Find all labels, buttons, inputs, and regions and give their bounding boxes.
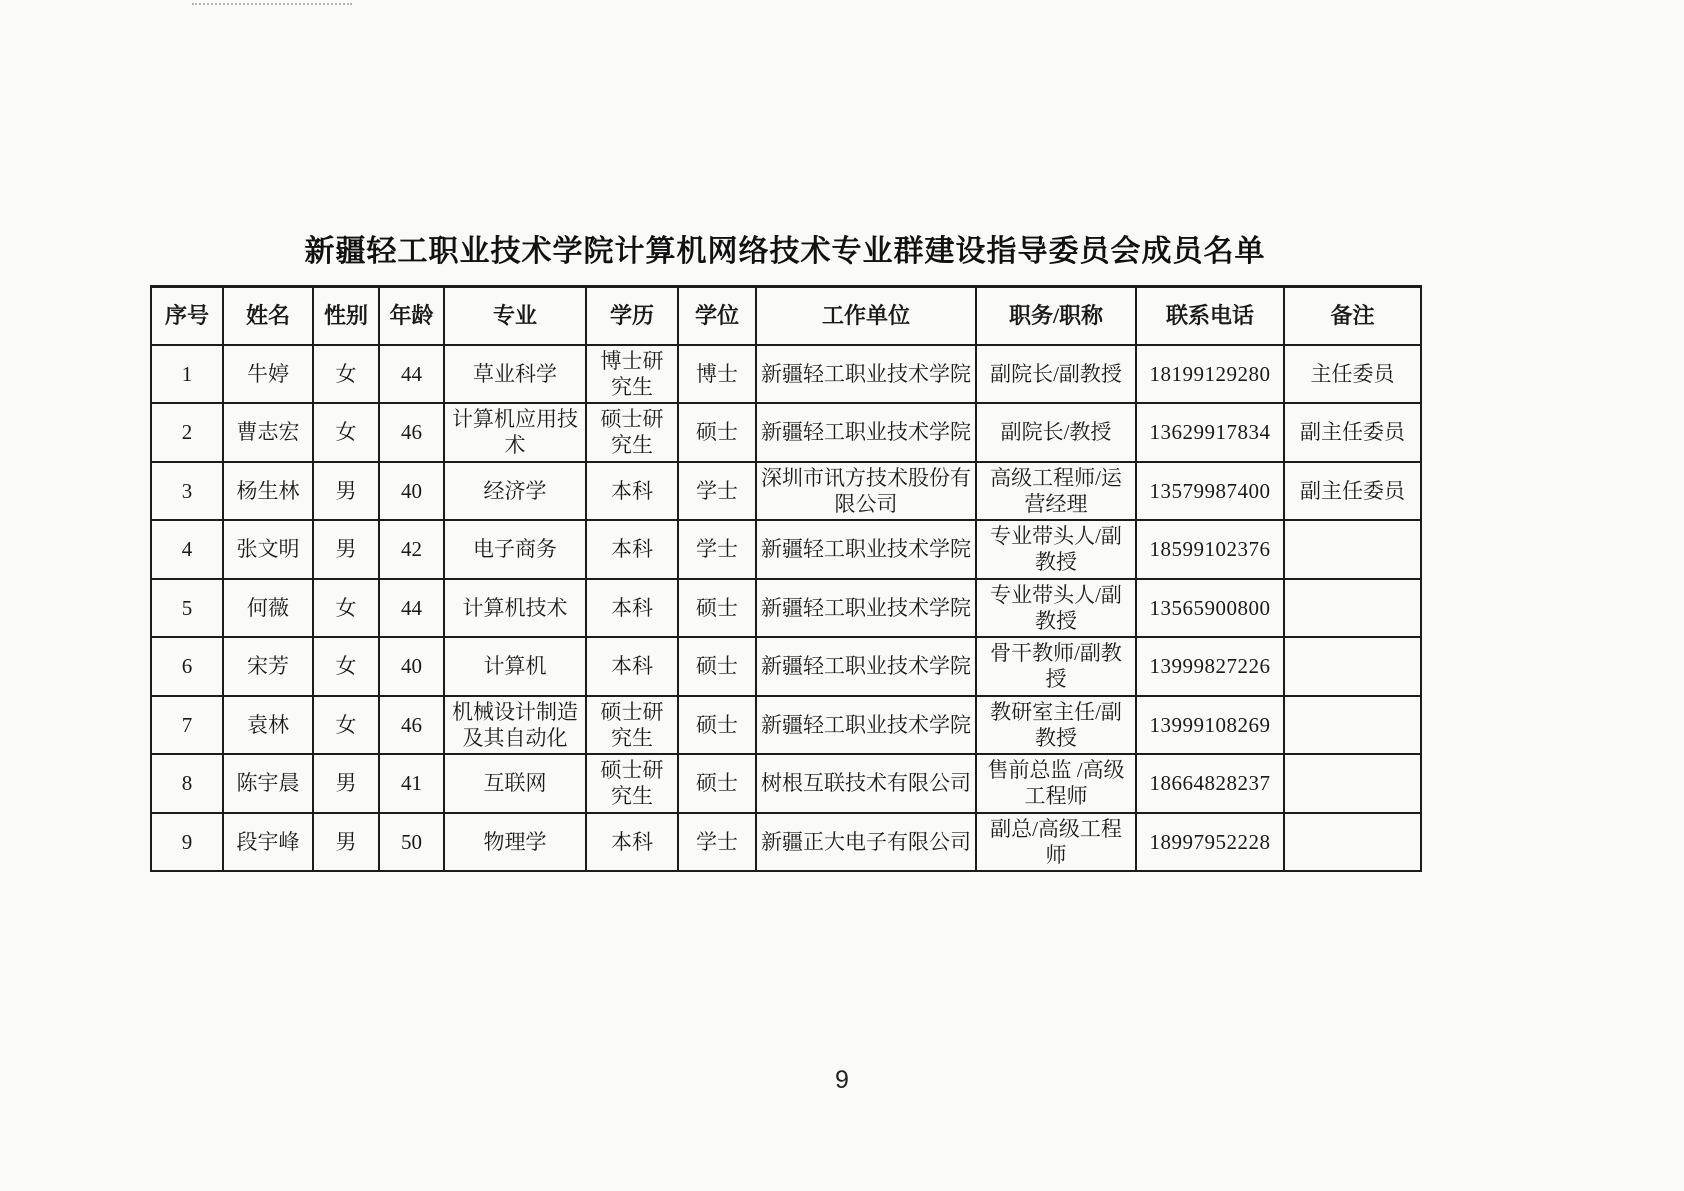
cell-age: 46: [379, 696, 444, 755]
cell-no: 5: [151, 579, 223, 638]
cell-major: 物理学: [444, 813, 586, 872]
cell-position: 副院长/副教授: [976, 345, 1136, 404]
cell-no: 4: [151, 520, 223, 579]
cell-remark: [1284, 754, 1421, 813]
cell-phone: 13629917834: [1136, 403, 1284, 462]
cell-no: 1: [151, 345, 223, 404]
cell-major: 计算机: [444, 637, 586, 696]
cell-degree: 硕士: [678, 579, 756, 638]
column-header-position: 职务/职称: [976, 287, 1136, 345]
cell-employer: 新疆轻工职业技术学院: [756, 403, 976, 462]
table-row: [151, 579, 1421, 638]
table-row: [151, 754, 1421, 813]
cell-major: 互联网: [444, 754, 586, 813]
cell-remark: [1284, 696, 1421, 755]
cell-degree: 硕士: [678, 754, 756, 813]
cell-major: 机械设计制造及其自动化: [444, 696, 586, 755]
cell-no: 3: [151, 462, 223, 521]
cell-major: 计算机应用技术: [444, 403, 586, 462]
scan-artifact: [192, 3, 352, 5]
cell-remark: 副主任委员: [1284, 462, 1421, 521]
cell-employer: 新疆轻工职业技术学院: [756, 579, 976, 638]
cell-remark: [1284, 813, 1421, 872]
column-header-phone: 联系电话: [1136, 287, 1284, 345]
cell-phone: 13565900800: [1136, 579, 1284, 638]
cell-age: 40: [379, 637, 444, 696]
cell-phone: 13999108269: [1136, 696, 1284, 755]
cell-age: 50: [379, 813, 444, 872]
cell-degree: 硕士: [678, 403, 756, 462]
table-row: [151, 813, 1421, 872]
table-row: [151, 520, 1421, 579]
cell-degree: 学士: [678, 462, 756, 521]
cell-remark: [1284, 579, 1421, 638]
cell-no: 9: [151, 813, 223, 872]
cell-position: 教研室主任/副教授: [976, 696, 1136, 755]
column-header-degree: 学位: [678, 287, 756, 345]
cell-position: 副总/高级工程师: [976, 813, 1136, 872]
cell-major: 电子商务: [444, 520, 586, 579]
cell-position: 专业带头人/副教授: [976, 579, 1136, 638]
cell-name: 段宇峰: [223, 813, 313, 872]
cell-no: 8: [151, 754, 223, 813]
table-row: [151, 345, 1421, 404]
cell-major: 草业科学: [444, 345, 586, 404]
cell-no: 2: [151, 403, 223, 462]
cell-education: 本科: [586, 462, 678, 521]
cell-position: 售前总监 /高级工程师: [976, 754, 1136, 813]
cell-education: 博士研究生: [586, 345, 678, 404]
table-row: [151, 403, 1421, 462]
cell-position: 高级工程师/运营经理: [976, 462, 1136, 521]
cell-education: 硕士研究生: [586, 754, 678, 813]
cell-name: 袁林: [223, 696, 313, 755]
cell-degree: 学士: [678, 813, 756, 872]
cell-education: 本科: [586, 637, 678, 696]
cell-gender: 男: [313, 462, 379, 521]
cell-remark: [1284, 637, 1421, 696]
page-number: 9: [835, 1066, 849, 1094]
cell-position: 专业带头人/副教授: [976, 520, 1136, 579]
cell-no: 6: [151, 637, 223, 696]
cell-name: 杨生林: [223, 462, 313, 521]
table-row: [151, 462, 1421, 521]
cell-education: 本科: [586, 579, 678, 638]
cell-employer: 新疆正大电子有限公司: [756, 813, 976, 872]
column-header-education: 学历: [586, 287, 678, 345]
cell-major: 经济学: [444, 462, 586, 521]
cell-education: 本科: [586, 813, 678, 872]
cell-employer: 新疆轻工职业技术学院: [756, 345, 976, 404]
cell-phone: 13999827226: [1136, 637, 1284, 696]
column-header-major: 专业: [444, 287, 586, 345]
cell-age: 46: [379, 403, 444, 462]
cell-education: 硕士研究生: [586, 403, 678, 462]
column-header-remark: 备注: [1284, 287, 1421, 345]
page-title: 新疆轻工职业技术学院计算机网络技术专业群建设指导委员会成员名单: [304, 235, 1266, 268]
cell-gender: 女: [313, 696, 379, 755]
cell-age: 42: [379, 520, 444, 579]
table-row: [151, 696, 1421, 755]
cell-education: 硕士研究生: [586, 696, 678, 755]
column-header-gender: 性别: [313, 287, 379, 345]
cell-employer: 树根互联技术有限公司: [756, 754, 976, 813]
cell-education: 本科: [586, 520, 678, 579]
cell-age: 41: [379, 754, 444, 813]
cell-gender: 男: [313, 520, 379, 579]
cell-gender: 女: [313, 637, 379, 696]
cell-remark: [1284, 520, 1421, 579]
cell-position: 副院长/教授: [976, 403, 1136, 462]
cell-employer: 新疆轻工职业技术学院: [756, 637, 976, 696]
cell-phone: 18199129280: [1136, 345, 1284, 404]
cell-gender: 男: [313, 754, 379, 813]
column-header-no: 序号: [151, 287, 223, 345]
cell-degree: 硕士: [678, 696, 756, 755]
cell-gender: 女: [313, 403, 379, 462]
cell-phone: 18997952228: [1136, 813, 1284, 872]
cell-age: 44: [379, 579, 444, 638]
cell-name: 何薇: [223, 579, 313, 638]
cell-gender: 女: [313, 345, 379, 404]
cell-remark: 主任委员: [1284, 345, 1421, 404]
cell-gender: 女: [313, 579, 379, 638]
cell-major: 计算机技术: [444, 579, 586, 638]
cell-gender: 男: [313, 813, 379, 872]
column-header-employer: 工作单位: [756, 287, 976, 345]
cell-employer: 新疆轻工职业技术学院: [756, 696, 976, 755]
cell-name: 牛婷: [223, 345, 313, 404]
committee-member-table: [150, 285, 1422, 872]
cell-name: 曹志宏: [223, 403, 313, 462]
cell-name: 陈宇晨: [223, 754, 313, 813]
cell-no: 7: [151, 696, 223, 755]
cell-phone: 18599102376: [1136, 520, 1284, 579]
cell-degree: 博士: [678, 345, 756, 404]
cell-phone: 18664828237: [1136, 754, 1284, 813]
cell-phone: 13579987400: [1136, 462, 1284, 521]
cell-age: 40: [379, 462, 444, 521]
column-header-age: 年龄: [379, 287, 444, 345]
cell-age: 44: [379, 345, 444, 404]
table-header-row: [151, 287, 1421, 345]
cell-degree: 硕士: [678, 637, 756, 696]
column-header-name: 姓名: [223, 287, 313, 345]
cell-employer: 新疆轻工职业技术学院: [756, 520, 976, 579]
cell-degree: 学士: [678, 520, 756, 579]
cell-employer: 深圳市讯方技术股份有限公司: [756, 462, 976, 521]
cell-position: 骨干教师/副教授: [976, 637, 1136, 696]
cell-name: 张文明: [223, 520, 313, 579]
cell-remark: 副主任委员: [1284, 403, 1421, 462]
cell-name: 宋芳: [223, 637, 313, 696]
table-row: [151, 637, 1421, 696]
